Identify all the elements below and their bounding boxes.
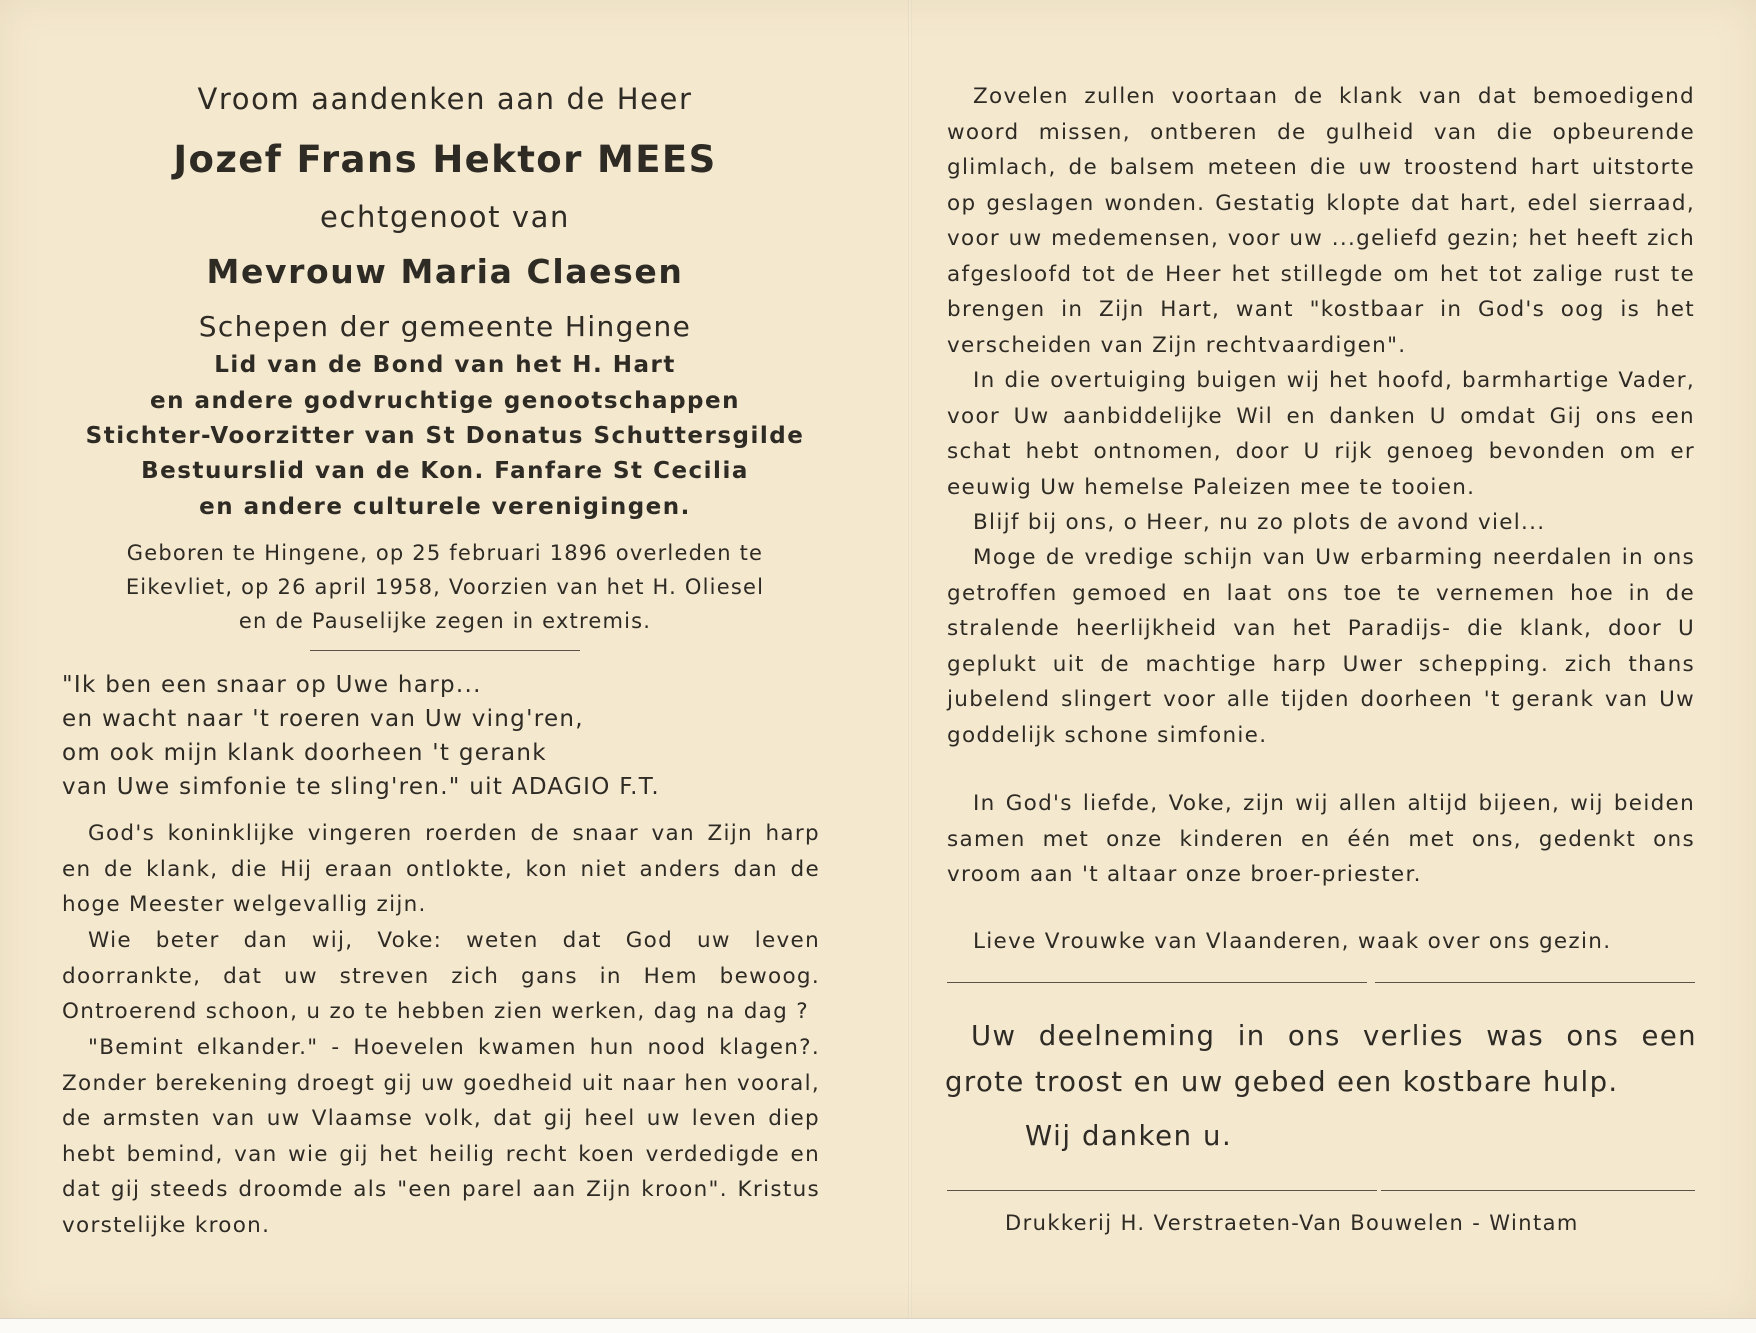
birth-death-line: en de Pauselijke zegen in extremis.: [238, 609, 652, 633]
membership-line: en andere godvruchtige genootschappen: [150, 388, 740, 414]
poem-line: en wacht naar 't roeren van Uw ving'ren,: [62, 706, 584, 732]
divider-line: [1375, 982, 1695, 983]
spouse-of-label: echtgenoot van: [320, 200, 570, 234]
card-header: Vroom aandenken aan de Heer: [197, 82, 693, 116]
paragraph: Lieve Vrouwke van Vlaanderen, waak over ons gezin.: [973, 929, 1612, 954]
paragraph: In die overtuiging buigen wij het hoofd, barmhartige Vader, voor Uw aanbiddelijke Wil en danken U omdat Gij ons een schat hebt ontnomen, door U rijk genoeg bevonden om er eeuwig Uw hemelse Paleizen mee te tooien.: [947, 368, 1695, 500]
membership-line: Bestuurslid van de Kon. Fanfare St Cecilia: [141, 458, 749, 484]
divider-line: [947, 982, 1367, 983]
paragraph: "Bemint elkander." - Hoevelen kwamen hun nood klagen?. Zonder berekening droegt gij uw goedheid uit naar hen vooral, de armsten van uw Vlaamse volk, dat gij heel uw leven diep hebt bemind, van wie gij het heilig recht koen verdedigde en dat gij steeds droomde als "een parel aan Zijn kroon". Kristus vorstelijke kroon.: [62, 1035, 820, 1238]
paragraph: Blijf bij ons, o Heer, nu zo plots de avond viel...: [973, 510, 1546, 535]
birth-death-line: Eikevliet, op 26 april 1958, Voorzien van het H. Oliesel: [125, 575, 765, 599]
divider-line: [1381, 1190, 1695, 1191]
paragraph: Zovelen zullen voortaan de klank van dat bemoedigend woord missen, ontberen de gulheid van die opbeurende glimlach, de balsem meteen die uw troostend hart uitstorte op geslagen wonden. Gestatig klopte dat hart, edel sierraad, voor uw medemensen, voor uw ...geliefd gezin; het heeft zich afgesloofd tot de Heer het stillegde om het tot zalige rust te brengen in Zijn Hart, want "kostbaar in God's oog is het verscheiden van Zijn rechtvaardigen".: [947, 84, 1695, 358]
birth-death-line: Geboren te Hingene, op 25 februari 1896 overleden te: [126, 541, 764, 565]
divider-line: [947, 1190, 1377, 1191]
paragraph: In God's liefde, Voke, zijn wij allen altijd bijeen, wij beiden samen met onze kinderen en één met ons, gedenkt ons vroom aan 't altaar onze broer-priester.: [947, 791, 1695, 887]
scan-border: [0, 1318, 1756, 1333]
printer-credit: Drukkerij H. Verstraeten-Van Bouwelen - Wintam: [1005, 1211, 1579, 1235]
paragraph: God's koninklijke vingeren roerden de snaar van Zijn harp en de klank, die Hij eraan ontlokte, kon niet anders dan de hoge Meester welgevallig zijn.: [62, 821, 820, 917]
role-line: Schepen der gemeente Hingene: [198, 310, 692, 343]
paragraph: Moge de vredige schijn van Uw erbarming neerdalen in ons getroffen gemoed en laat ons toe te vernemen hoe in de stralende heerlijkheid van het Paradijs- die klank, door U geplukt uit de machtige harp Uwer schepping. zich thans jubelend slingert voor alle tijden doorheen 't gerank van Uw goddelijk schone simfonie.: [947, 545, 1695, 748]
spouse-name: Mevrouw Maria Claesen: [206, 252, 684, 291]
membership-line: en andere culturele verenigingen.: [199, 494, 691, 520]
membership-line: Stichter-Voorzitter van St Donatus Schuttersgilde: [85, 423, 805, 449]
deceased-name: Jozef Frans Hektor MEES: [173, 138, 717, 181]
card-fold: [908, 0, 912, 1318]
poem-line: "Ik ben een snaar op Uwe harp...: [62, 672, 482, 698]
membership-line: Lid van de Bond van het H. Hart: [214, 352, 676, 378]
short-divider: [310, 650, 580, 651]
poem-line: van Uwe simfonie te sling'ren." uit ADAGIO F.T.: [62, 774, 660, 800]
poem-line: om ook mijn klank doorheen 't gerank: [62, 740, 547, 766]
thanks-closing: Wij danken u.: [1025, 1120, 1233, 1152]
paragraph: Wie beter dan wij, Voke: weten dat God uw leven doorrankte, dat uw streven zich gans in Hem bewoog. Ontroerend schoon, u zo te hebben zien werken, dag na dag ?: [62, 928, 820, 1024]
thanks-message: Uw deelneming in ons verlies was ons een grote troost en uw gebed een kostbare hulp.: [945, 1020, 1697, 1098]
